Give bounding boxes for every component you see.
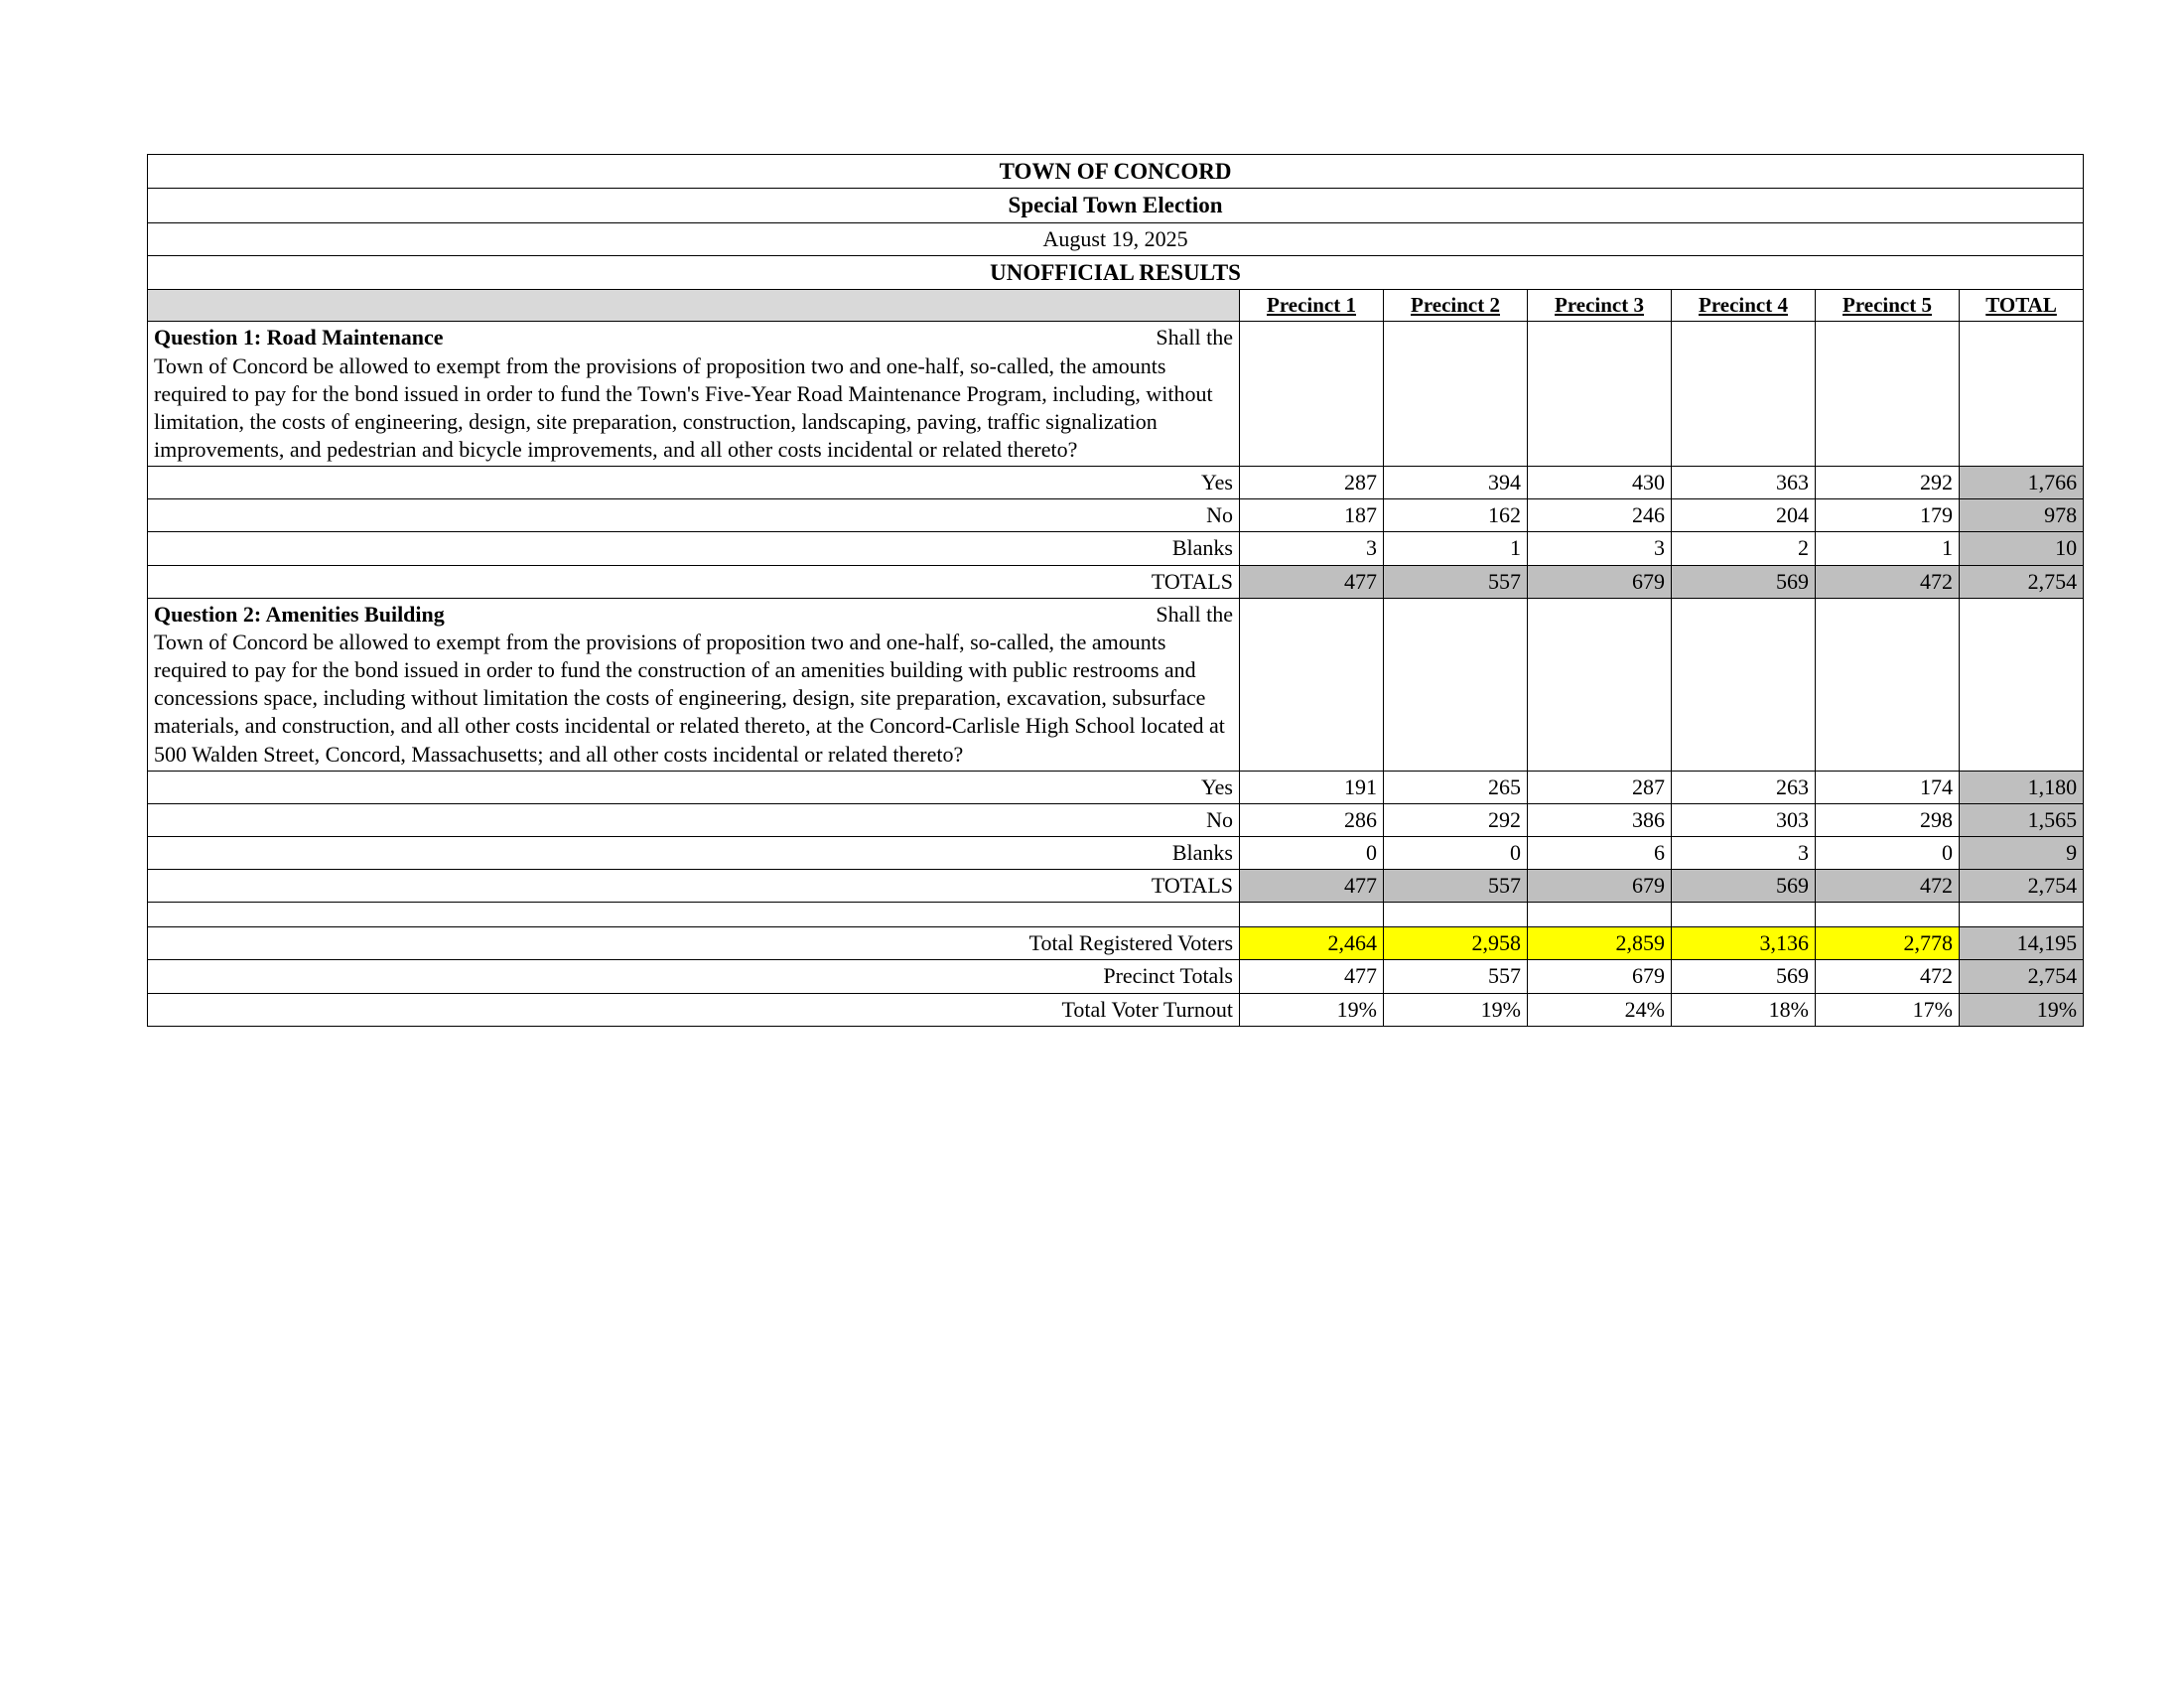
spacer-p3 [1528,903,1672,927]
document-title-row [148,155,2084,189]
q1-totals-p5: 472 [1816,565,1960,598]
q2-no-total: 1,565 [1960,803,2084,836]
q2-no-p5: 298 [1816,803,1960,836]
q2-no-p2: 292 [1384,803,1528,836]
header-total-label: TOTAL [1985,293,2057,318]
voter-turnout-total: 19% [1960,993,2084,1026]
voter-turnout-p1: 19% [1240,993,1384,1026]
voter-turnout-p4: 18% [1672,993,1816,1026]
q2-blanks-p3: 6 [1528,837,1672,870]
document-subtitle: Special Town Election [148,189,2084,222]
q1-yes-label: Yes [148,467,1240,499]
results-sheet [147,154,2078,1027]
header-precinct-5-label: Precinct 5 [1843,293,1932,318]
q1-blanks-p3: 3 [1528,532,1672,565]
q1-no-p1: 187 [1240,499,1384,532]
spacer-label [148,903,1240,927]
spacer-total [1960,903,2084,927]
question-1-spacer-p5 [1816,322,1960,467]
registered-voters-p1: 2,464 [1240,927,1384,960]
question-1-heading [154,324,1233,352]
q2-no-p3: 386 [1528,803,1672,836]
registered-voters-p3: 2,859 [1528,927,1672,960]
header-precinct-3-label: Precinct 3 [1555,293,1644,318]
question-2-spacer-total [1960,598,2084,771]
header-label-cell [148,290,1240,322]
question-2-leadin: Shall the [1156,601,1233,627]
table-row [148,565,2084,598]
q2-yes-p1: 191 [1240,771,1384,803]
q2-yes-p3: 287 [1528,771,1672,803]
q1-yes-p4: 363 [1672,467,1816,499]
status-banner-row [148,256,2084,290]
q2-totals-p2: 557 [1384,870,1528,903]
q2-blanks-total: 9 [1960,837,2084,870]
column-header-row [148,290,2084,322]
q1-blanks-p4: 2 [1672,532,1816,565]
q2-blanks-label: Blanks [148,837,1240,870]
question-2-spacer-p4 [1672,598,1816,771]
q1-yes-p2: 394 [1384,467,1528,499]
table-row [148,803,2084,836]
q1-no-p4: 204 [1672,499,1816,532]
precinct-totals-p4: 569 [1672,960,1816,993]
table-row [148,837,2084,870]
header-precinct-2 [1384,290,1528,322]
table-row [148,993,2084,1026]
question-1-spacer-total [1960,322,2084,467]
table-row [148,870,2084,903]
table-row [148,499,2084,532]
q1-blanks-p5: 1 [1816,532,1960,565]
precinct-totals-label: Precinct Totals [148,960,1240,993]
precinct-totals-p5: 472 [1816,960,1960,993]
document-date-row [148,222,2084,255]
question-1-row [148,322,2084,467]
question-1-leadin: Shall the [1156,325,1233,351]
table-row [148,532,2084,565]
question-1-spacer-p1 [1240,322,1384,467]
q2-totals-p3: 679 [1528,870,1672,903]
q1-blanks-label: Blanks [148,532,1240,565]
spacer-p2 [1384,903,1528,927]
q1-no-p3: 246 [1528,499,1672,532]
q1-yes-p3: 430 [1528,467,1672,499]
q2-blanks-p4: 3 [1672,837,1816,870]
q1-no-p2: 162 [1384,499,1528,532]
registered-voters-label: Total Registered Voters [148,927,1240,960]
q2-blanks-p2: 0 [1384,837,1528,870]
question-2-body: Town of Concord be allowed to exempt from the provisions of proposition two and one-half, so-called, the amounts required to pay for the bond issued in order to fund the construction of an amenities building with public restrooms and concessions space, including without limitation the costs of engineering, design, site preparation, excavation, subsurface materials, and construction, and all other costs incidental or related thereto, at the Concord-Carlisle High School located at 500 Walden Street, Concord, Massachusetts; and all other costs incidental or related thereto? [154,629,1225,767]
table-row [148,771,2084,803]
q1-no-p5: 179 [1816,499,1960,532]
header-precinct-4-label: Precinct 4 [1699,293,1788,318]
q1-yes-total: 1,766 [1960,467,2084,499]
question-2-title: Question 2: Amenities Building [154,601,445,627]
q2-yes-label: Yes [148,771,1240,803]
document-title: TOWN OF CONCORD [148,155,2084,189]
voter-turnout-p2: 19% [1384,993,1528,1026]
precinct-totals-p3: 679 [1528,960,1672,993]
question-1-title: Question 1: Road Maintenance [154,325,444,351]
q2-totals-total: 2,754 [1960,870,2084,903]
q2-yes-p5: 174 [1816,771,1960,803]
q1-totals-p2: 557 [1384,565,1528,598]
spacer-p4 [1672,903,1816,927]
precinct-totals-p1: 477 [1240,960,1384,993]
q2-no-label: No [148,803,1240,836]
q2-totals-p4: 569 [1672,870,1816,903]
q1-blanks-p1: 3 [1240,532,1384,565]
q1-no-total: 978 [1960,499,2084,532]
registered-voters-p5: 2,778 [1816,927,1960,960]
voter-turnout-p5: 17% [1816,993,1960,1026]
q1-totals-label: TOTALS [148,565,1240,598]
q2-yes-total: 1,180 [1960,771,2084,803]
question-1-text-cell [148,322,1240,467]
question-2-row [148,598,2084,771]
spacer-p5 [1816,903,1960,927]
header-precinct-5 [1816,290,1960,322]
question-1-spacer-p3 [1528,322,1672,467]
q1-totals-total: 2,754 [1960,565,2084,598]
q2-blanks-p5: 0 [1816,837,1960,870]
table-row [148,960,2084,993]
registered-voters-total: 14,195 [1960,927,2084,960]
q2-yes-p4: 263 [1672,771,1816,803]
q2-yes-p2: 265 [1384,771,1528,803]
q1-totals-p1: 477 [1240,565,1384,598]
document-date: August 19, 2025 [148,222,2084,255]
registered-voters-p2: 2,958 [1384,927,1528,960]
q2-blanks-p1: 0 [1240,837,1384,870]
q2-totals-p1: 477 [1240,870,1384,903]
document-subtitle-row [148,189,2084,222]
q1-totals-p3: 679 [1528,565,1672,598]
voter-turnout-p3: 24% [1528,993,1672,1026]
question-2-spacer-p2 [1384,598,1528,771]
question-1-spacer-p4 [1672,322,1816,467]
status-banner: UNOFFICIAL RESULTS [148,256,2084,290]
question-2-heading [154,601,1233,629]
election-results-table [147,154,2084,1027]
question-2-spacer-p3 [1528,598,1672,771]
question-2-spacer-p1 [1240,598,1384,771]
q2-totals-p5: 472 [1816,870,1960,903]
header-precinct-4 [1672,290,1816,322]
q1-blanks-p2: 1 [1384,532,1528,565]
registered-voters-p4: 3,136 [1672,927,1816,960]
q2-no-p1: 286 [1240,803,1384,836]
q1-no-label: No [148,499,1240,532]
q2-totals-label: TOTALS [148,870,1240,903]
table-row [148,467,2084,499]
precinct-totals-p2: 557 [1384,960,1528,993]
q1-yes-p1: 287 [1240,467,1384,499]
q1-blanks-total: 10 [1960,532,2084,565]
q1-totals-p4: 569 [1672,565,1816,598]
question-2-text-cell [148,598,1240,771]
voter-turnout-label: Total Voter Turnout [148,993,1240,1026]
question-1-body: Town of Concord be allowed to exempt from the provisions of proposition two and one-half, so-called, the amounts required to pay for the bond issued in order to fund the Town's Five-Year Road Maintenance Program, including, without limitation, the costs of engineering, design, site preparation, construction, landscaping, paving, traffic signalization improvements, and pedestrian and bicycle improvements, and all other costs incidental or related thereto? [154,352,1213,462]
header-precinct-1-label: Precinct 1 [1267,293,1356,318]
q2-no-p4: 303 [1672,803,1816,836]
header-precinct-1 [1240,290,1384,322]
header-precinct-3 [1528,290,1672,322]
question-1-spacer-p2 [1384,322,1528,467]
header-precinct-2-label: Precinct 2 [1411,293,1500,318]
q1-yes-p5: 292 [1816,467,1960,499]
spacer-row [148,903,2084,927]
spacer-p1 [1240,903,1384,927]
precinct-totals-total: 2,754 [1960,960,2084,993]
question-2-spacer-p5 [1816,598,1960,771]
header-total [1960,290,2084,322]
table-row [148,927,2084,960]
